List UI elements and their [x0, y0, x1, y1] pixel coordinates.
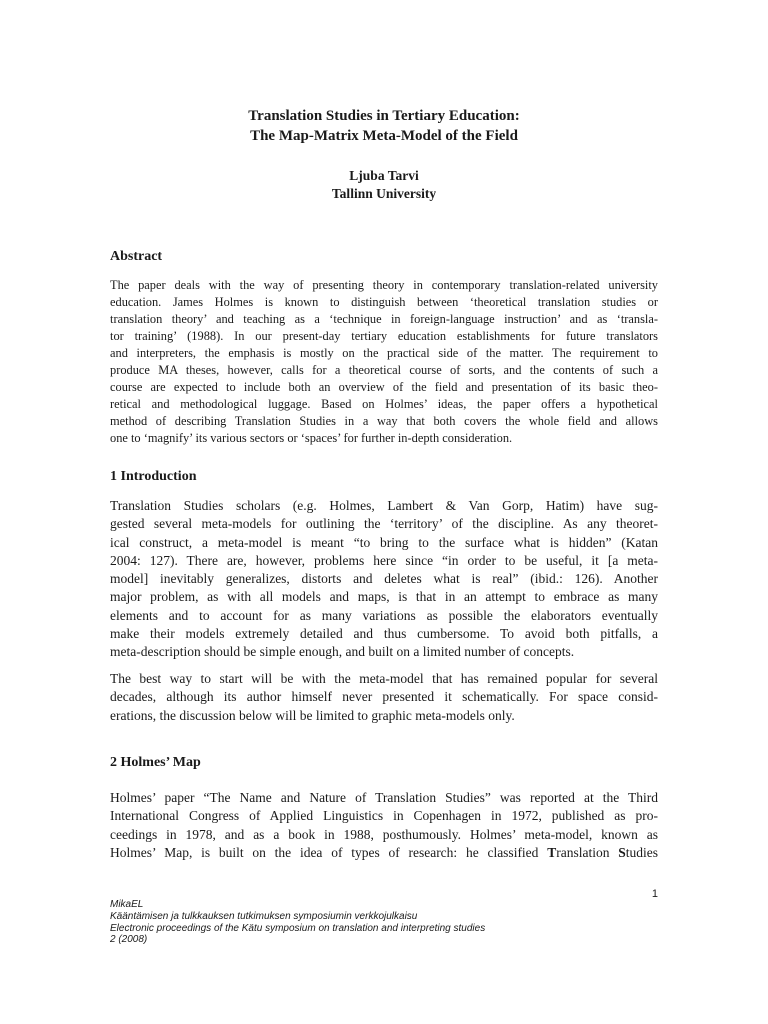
body-line: Translation Studies scholars (e.g. Holmes, Lambert & Van Gorp, Hatim) have sug- [110, 498, 658, 513]
body-line: International Congress of Applied Linguistics in Copenhagen in 1972, published as pro- [110, 808, 658, 824]
abstract-line: The paper deals with the way of presenting theory in contemporary translation-related university [110, 278, 658, 292]
author-block [110, 167, 658, 203]
footer-issue: 2 (2008) [110, 934, 148, 946]
body-text: tudies [625, 844, 658, 860]
body-line [110, 844, 658, 862]
footer-subtitle-en: Electronic proceedings of the Kätu symposium on translation and interpreting studies [110, 922, 486, 934]
page-footer [110, 899, 670, 946]
body-line: make their models extremely detailed and thus cumbersome. To avoid both pitfalls, a [110, 626, 658, 642]
body-text: Holmes’ Map, is built on the idea of types of research: he classified [110, 844, 548, 860]
abstract-line: retical and methodological luggage. Based on Holmes’ ideas, the paper offers a hypothetical [110, 397, 658, 411]
bold-initial-t: T [547, 844, 557, 860]
body-line: The best way to start will be with the meta-model that has remained popular for several [110, 671, 658, 686]
body-line: Holmes’ paper “The Name and Nature of Translation Studies” was reported at the Third [110, 790, 658, 805]
body-line: ical construct, a meta-model is meant “to bring to the surface what is hidden” (Katan [110, 534, 658, 550]
abstract-line: tor training’ (1988). In our present-day tertiary education establishments for future translators [110, 329, 658, 343]
title-line-1: Translation Studies in Tertiary Education: [248, 108, 520, 124]
introduction-heading: 1 Introduction [110, 469, 197, 484]
page-number: 1 [651, 888, 658, 900]
body-line: erations, the discussion below will be limited to graphic meta-models only. [110, 707, 515, 723]
abstract-line: one to ‘magnify’ its various sectors or ‘spaces’ for further in-depth consideration. [110, 431, 513, 445]
footer-journal: MikaEL [110, 899, 144, 910]
holmes-map-paragraph [110, 789, 658, 862]
abstract-line: method of describing Translation Studies in a way that both covers the whole field and allows [110, 414, 658, 428]
bold-initial-s: S [618, 844, 626, 860]
introduction-paragraph-2 [110, 670, 658, 725]
abstract-text [110, 277, 658, 447]
body-line: meta-description should be simple enough, and built on a limited number of concepts. [110, 644, 575, 660]
abstract-line: education. James Holmes is known to distinguish between ‘theoretical translation studies or [110, 295, 658, 309]
body-line: decades, although its author himself never presented it schematically. For space consid- [110, 689, 658, 705]
author-affiliation: Tallinn University [331, 186, 437, 201]
footer-subtitle-fi: Kääntämisen ja tulkkauksen tutkimuksen symposiumin verkkojulkaisu [110, 910, 418, 922]
abstract-line: produce MA theses, however, calls for a theoretical course of sorts, and the contents of such a [110, 363, 658, 377]
paper-title [110, 106, 658, 146]
abstract-line: and interpreters, the emphasis is mostly on the practical side of the matter. The requirement to [110, 346, 658, 360]
body-line: 2004: 127). There are, however, problems here since “in order to be useful, it [a meta- [110, 552, 658, 568]
holmes-map-heading: 2 Holmes’ Map [110, 755, 201, 770]
body-line: gested several meta-models for outlining the ‘territory’ of the discipline. As any theoret- [110, 516, 658, 532]
body-text: ranslation [556, 844, 619, 860]
abstract-line: course are expected to include both an overview of the field and presentation of its basic theo- [110, 380, 658, 394]
body-line: major problem, as with all models and maps, is that in an attempt to embrace as many [110, 589, 658, 605]
body-line: elements and to account for as many variations as possible the elaborators eventually [110, 607, 658, 623]
title-line-2: The Map-Matrix Meta-Model of the Field [250, 128, 518, 144]
body-line: model] inevitably generalizes, distorts and deletes what is real” (ibid.: 126). Another [110, 571, 658, 587]
introduction-paragraph-1 [110, 497, 658, 662]
abstract-heading: Abstract [110, 249, 163, 264]
body-line: ceedings in 1978, and as a book in 1988, posthumously. Holmes’ meta-model, known as [110, 826, 658, 842]
author-name: Ljuba Tarvi [349, 168, 419, 183]
abstract-line: translation theory’ and teaching as a ‘technique in foreign-language instruction’ and as ‘transla- [110, 312, 658, 326]
